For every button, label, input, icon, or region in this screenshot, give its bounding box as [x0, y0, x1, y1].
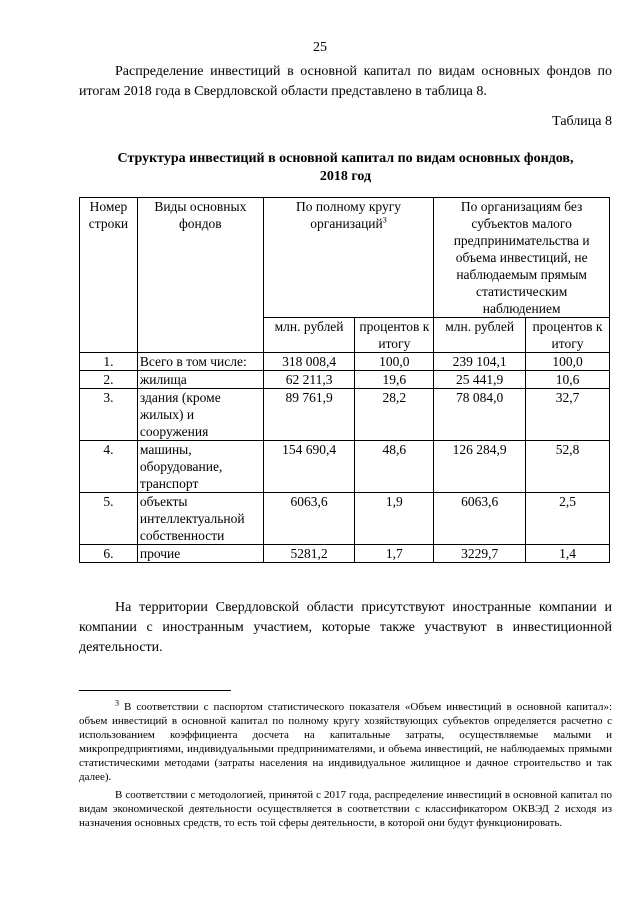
footnote-ref: 3 — [382, 215, 387, 225]
row-number: 6. — [80, 545, 138, 563]
excl-pct: 10,6 — [526, 371, 610, 389]
intro-paragraph: Распределение инвестиций в основной капитал по видам основных фондов по итогам 2018 года в Свердловской области представлено в таблица 8. — [79, 64, 612, 99]
header-full-range-label: По полному кругу организаций — [296, 199, 402, 231]
excl-pct: 2,5 — [526, 493, 610, 545]
excl-pct: 100,0 — [526, 353, 610, 371]
fund-type: здания (кроме жилых) и сооружения — [137, 389, 263, 441]
excl-mln: 126 284,9 — [434, 441, 526, 493]
header-mln-rub-2: млн. рублей — [434, 318, 526, 353]
excl-pct: 52,8 — [526, 441, 610, 493]
full-pct: 1,9 — [355, 493, 434, 545]
full-mln: 5281,2 — [263, 545, 355, 563]
table-row — [80, 389, 610, 441]
row-number: 2. — [80, 371, 138, 389]
full-pct: 100,0 — [355, 353, 434, 371]
investment-structure-table — [79, 197, 610, 563]
row-number: 3. — [80, 389, 138, 441]
table-row — [80, 493, 610, 545]
excl-mln: 3229,7 — [434, 545, 526, 563]
header-percent-2: процентов к итогу — [526, 318, 610, 353]
fund-type: Всего в том числе: — [137, 353, 263, 371]
header-percent-1: процентов к итогу — [355, 318, 434, 353]
row-number: 4. — [80, 441, 138, 493]
table-caption: Таблица 8 — [552, 114, 612, 129]
second-paragraph: На территории Свердловской области присутствуют иностранные компании и компании с иностранным участием, которые также участвуют в инвестиционной деятельности. — [79, 600, 612, 655]
fund-type: прочие — [137, 545, 263, 563]
page-number: 25 — [313, 40, 327, 55]
fund-type: жилища — [137, 371, 263, 389]
table-row — [80, 441, 610, 493]
full-pct: 28,2 — [355, 389, 434, 441]
table-row — [80, 353, 610, 371]
fund-type: объекты интеллектуальной собственности — [137, 493, 263, 545]
footnote-marker: 3 — [115, 698, 119, 708]
full-mln: 6063,6 — [263, 493, 355, 545]
row-number: 1. — [80, 353, 138, 371]
footnote-2: В соответствии с методологией, принятой с 2017 года, распределение инвестиций в основной капитал по видам экономической деятельности осуществляется в соответствии с классификатором ОКВЭД 2 исходя из назначения основных средств, то есть той сферы деятельности, в которой они будут функционировать. — [79, 789, 612, 829]
fund-type: машины, оборудование, транспорт — [137, 441, 263, 493]
table-title — [79, 150, 612, 186]
excl-mln: 78 084,0 — [434, 389, 526, 441]
table-row — [80, 371, 610, 389]
excl-pct: 1,4 — [526, 545, 610, 563]
full-mln: 154 690,4 — [263, 441, 355, 493]
header-full-range — [263, 198, 434, 318]
table-row — [80, 545, 610, 563]
row-number: 5. — [80, 493, 138, 545]
table-header-row — [80, 198, 610, 318]
table-title-line-1: Структура инвестиций в основной капитал по видам основных фондов, — [117, 151, 574, 166]
full-pct: 19,6 — [355, 371, 434, 389]
full-mln: 62 211,3 — [263, 371, 355, 389]
full-mln: 318 008,4 — [263, 353, 355, 371]
footnote-divider — [79, 690, 231, 691]
excl-pct: 32,7 — [526, 389, 610, 441]
full-pct: 48,6 — [355, 441, 434, 493]
excl-mln: 25 441,9 — [434, 371, 526, 389]
full-pct: 1,7 — [355, 545, 434, 563]
header-excluding-small: По организациям без субъектов малого предпринимательства и объема инвестиций, не наблюдаемым прямым статистическим наблюдением — [434, 198, 610, 318]
footnote-1-text: В соответствии с паспортом статистического показателя «Объем инвестиций в основной капитал»: объем инвестиций в основной капитал по полному кругу хозяйствующих субъектов определяется расчетно с использованием коэффициента досчета на капитальные затраты, осуществляемые малыми и микропредприятиями, индивидуальными предпринимателями, и объема инвестиций, не наблюдаемых прямыми статистическими методами (затраты населения на индивидуальное жилищное и дачное строительство и так далее). — [79, 701, 613, 783]
excl-mln: 6063,6 — [434, 493, 526, 545]
excl-mln: 239 104,1 — [434, 353, 526, 371]
header-mln-rub-1: млн. рублей — [263, 318, 355, 353]
full-mln: 89 761,9 — [263, 389, 355, 441]
footnote-1 — [79, 700, 612, 784]
table-title-line-2: 2018 год — [319, 169, 372, 184]
header-row-number: Номер строки — [80, 198, 138, 353]
header-fund-types: Виды основных фондов — [137, 198, 263, 353]
